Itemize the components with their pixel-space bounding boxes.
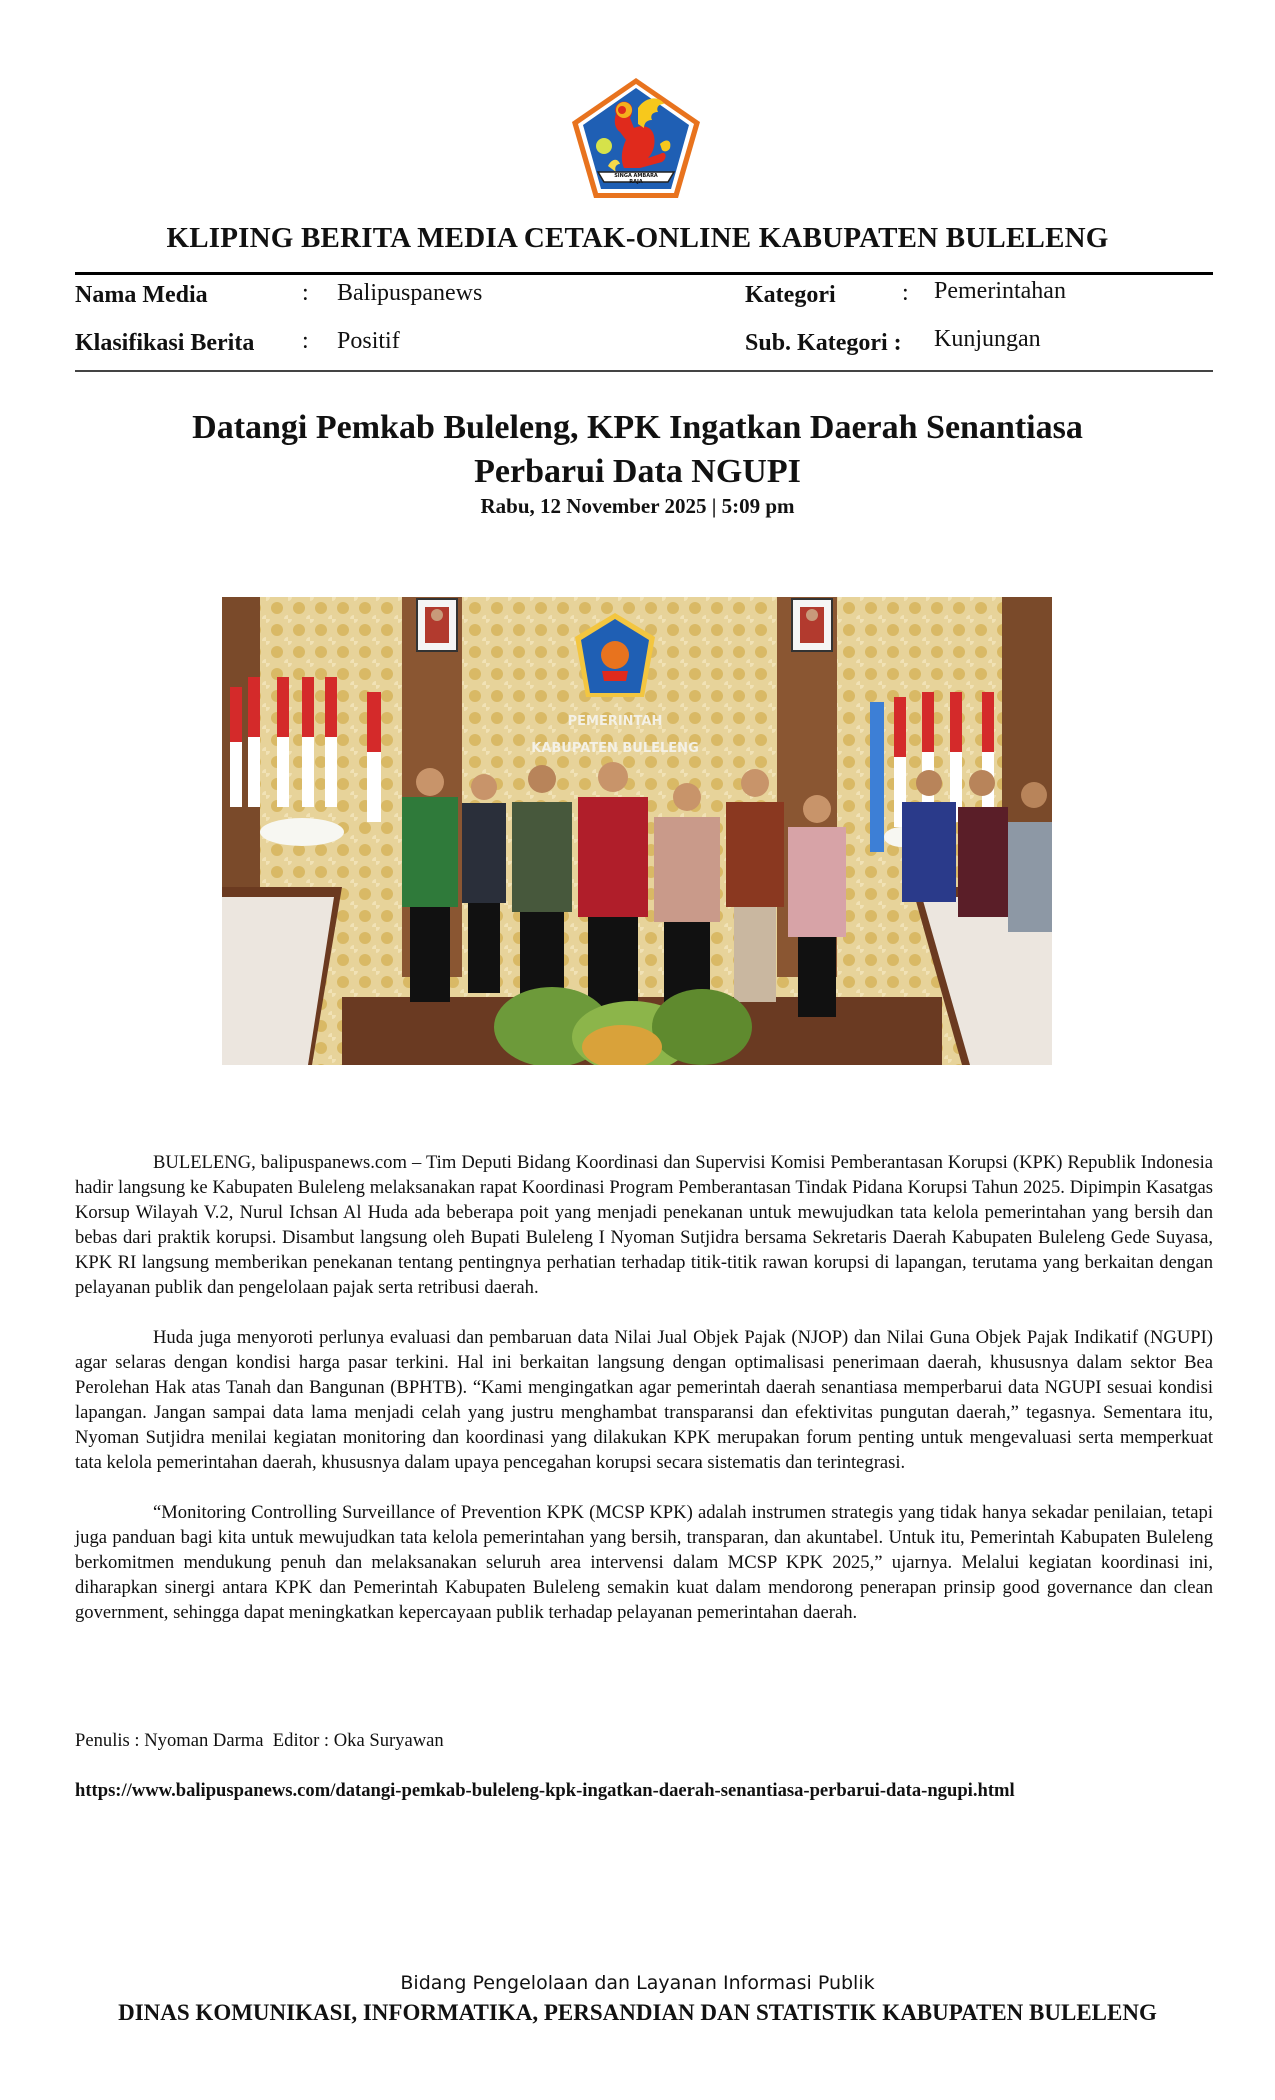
kategori-colon: : — [902, 280, 909, 306]
source-url-link[interactable]: https://www.balipuspanews.com/datangi-pemkab-buleleng-kpk-ingatkan-daerah-senantiasa-perbarui-data-ngupi.html — [75, 1780, 1015, 1801]
photo-signage-line-1: PEMERINTAH — [567, 714, 663, 729]
klasifikasi-value: Positif — [337, 328, 400, 354]
kategori-value: Pemerintahan — [934, 278, 1066, 304]
klasifikasi-label: Klasifikasi Berita — [75, 330, 255, 356]
headline-line-1: Datangi Pemkab Buleleng, KPK Ingatkan Daerah Senantiasa — [192, 409, 1083, 446]
headline-line-2: Perbarui Data NGUPI — [474, 453, 801, 490]
nama-media-label: Nama Media — [75, 282, 208, 308]
header-divider-bottom — [75, 370, 1213, 372]
article-dateline: Rabu, 12 November 2025 | 5:09 pm — [480, 494, 795, 518]
klasifikasi-colon: : — [302, 328, 309, 354]
singa-ambara-raja-crest-icon — [568, 74, 704, 202]
article-body — [75, 1150, 1213, 1650]
article-paragraph: Huda juga menyoroti perlunya evaluasi dan pembaruan data Nilai Jual Objek Pajak (NJOP) dan Nilai Guna Objek Pajak Indikatif (NGUPI) agar selaras dengan kondisi harga pasar terkini. Hal ini berkaitan langsung dengan optimalisasi penerimaan daerah, khususnya dalam sektor Bea Perolehan Hak atas Tanah dan Bangunan (BPHTB). “Kami mengingatkan agar pemerintah daerah senantiasa memperbarui data NGUPI sesuai kondisi lapangan. Jangan sampai data lama menjadi celah yang justru menghambat transparansi dan efektivitas pungutan daerah,” tegasnya. Sementara itu, Nyoman Sutjidra menilai kegiatan monitoring dan koordinasi yang dilakukan KPK merupakan forum penting untuk mengevaluasi serta memperkuat tata kelola pemerintahan daerah, khususnya dalam upaya pencegahan korupsi secara sistematis dan terintegrasi. — [75, 1327, 1213, 1473]
article-paragraph: “Monitoring Controlling Surveillance of Prevention KPK (MCSP KPK) adalah instrumen strategis yang tidak hanya sekadar penilaian, tetapi juga panduan bagi kita untuk mewujudkan tata kelola pemerintahan yang bersih, transparan, dan akuntabel. Untuk itu, Pemerintah Kabupaten Buleleng berkomitmen mendukung penuh dan melaksanakan seluruh area intervensi dalam MCSP KPK 2025,” ujarnya. Melalui kegiatan koordinasi ini, diharapkan sinergi antara KPK dan Pemerintah Kabupaten Buleleng semakin kuat dalam mendorong penerapan prinsip good governance dan clean government, sehingga dapat meningkatkan kepercayaan publik terhadap pelayanan pemerintahan daerah. — [75, 1502, 1213, 1623]
kategori-label: Kategori — [745, 282, 836, 308]
photo-signage-line-2: KABUPATEN BULELENG — [531, 741, 699, 756]
sub-kategori-value: Kunjungan — [934, 326, 1041, 352]
crest-motto: SINGA AMBARA RAJA — [614, 173, 658, 185]
article-headline — [100, 406, 1175, 494]
footer-division: Bidang Pengelolaan dan Layanan Informasi Publik — [400, 1972, 875, 1994]
footer-agency: DINAS KOMUNIKASI, INFORMATIKA, PERSANDIAN DAN STATISTIK KABUPATEN BULELENG — [118, 2000, 1157, 2025]
document-title: KLIPING BERITA MEDIA CETAK-ONLINE KABUPATEN BULELENG — [166, 222, 1109, 254]
article-paragraph: BULELENG, balipuspanews.com – Tim Deputi Bidang Koordinasi dan Supervisi Komisi Pemberantasan Korupsi (KPK) Republik Indonesia hadir langsung ke Kabupaten Buleleng melaksanakan rapat Koordinasi Program Pemberantasan Tindak Pidana Korupsi Tahun 2025. Dipimpin Kasatgas Korsup Wilayah V.2, Nurul Ichsan Al Huda ada beberapa poit yang menjadi penekanan untuk mewujudkan tata kelola pemerintahan yang bersih dan bebas dari praktik korupsi. Disambut langsung oleh Bupati Buleleng I Nyoman Sutjidra bersama Sekretaris Daerah Kabupaten Buleleng Gede Suyasa, KPK RI langsung memberikan penekanan tentang pentingnya perhatian terhadap titik-titik rawan korupsi di lapangan, terutama yang berkaitan dengan pelayanan publik dan pengelolaan pajak serta retribusi daerah. — [75, 1152, 1213, 1298]
nama-media-colon: : — [302, 280, 309, 306]
header-divider-top — [75, 272, 1213, 275]
nama-media-value: Balipuspanews — [337, 280, 483, 306]
author-editor-credit: Penulis : Nyoman Darma Editor : Oka Suryawan — [75, 1730, 444, 1751]
article-photo — [222, 597, 1052, 1065]
sub-kategori-label: Sub. Kategori : — [745, 330, 902, 356]
